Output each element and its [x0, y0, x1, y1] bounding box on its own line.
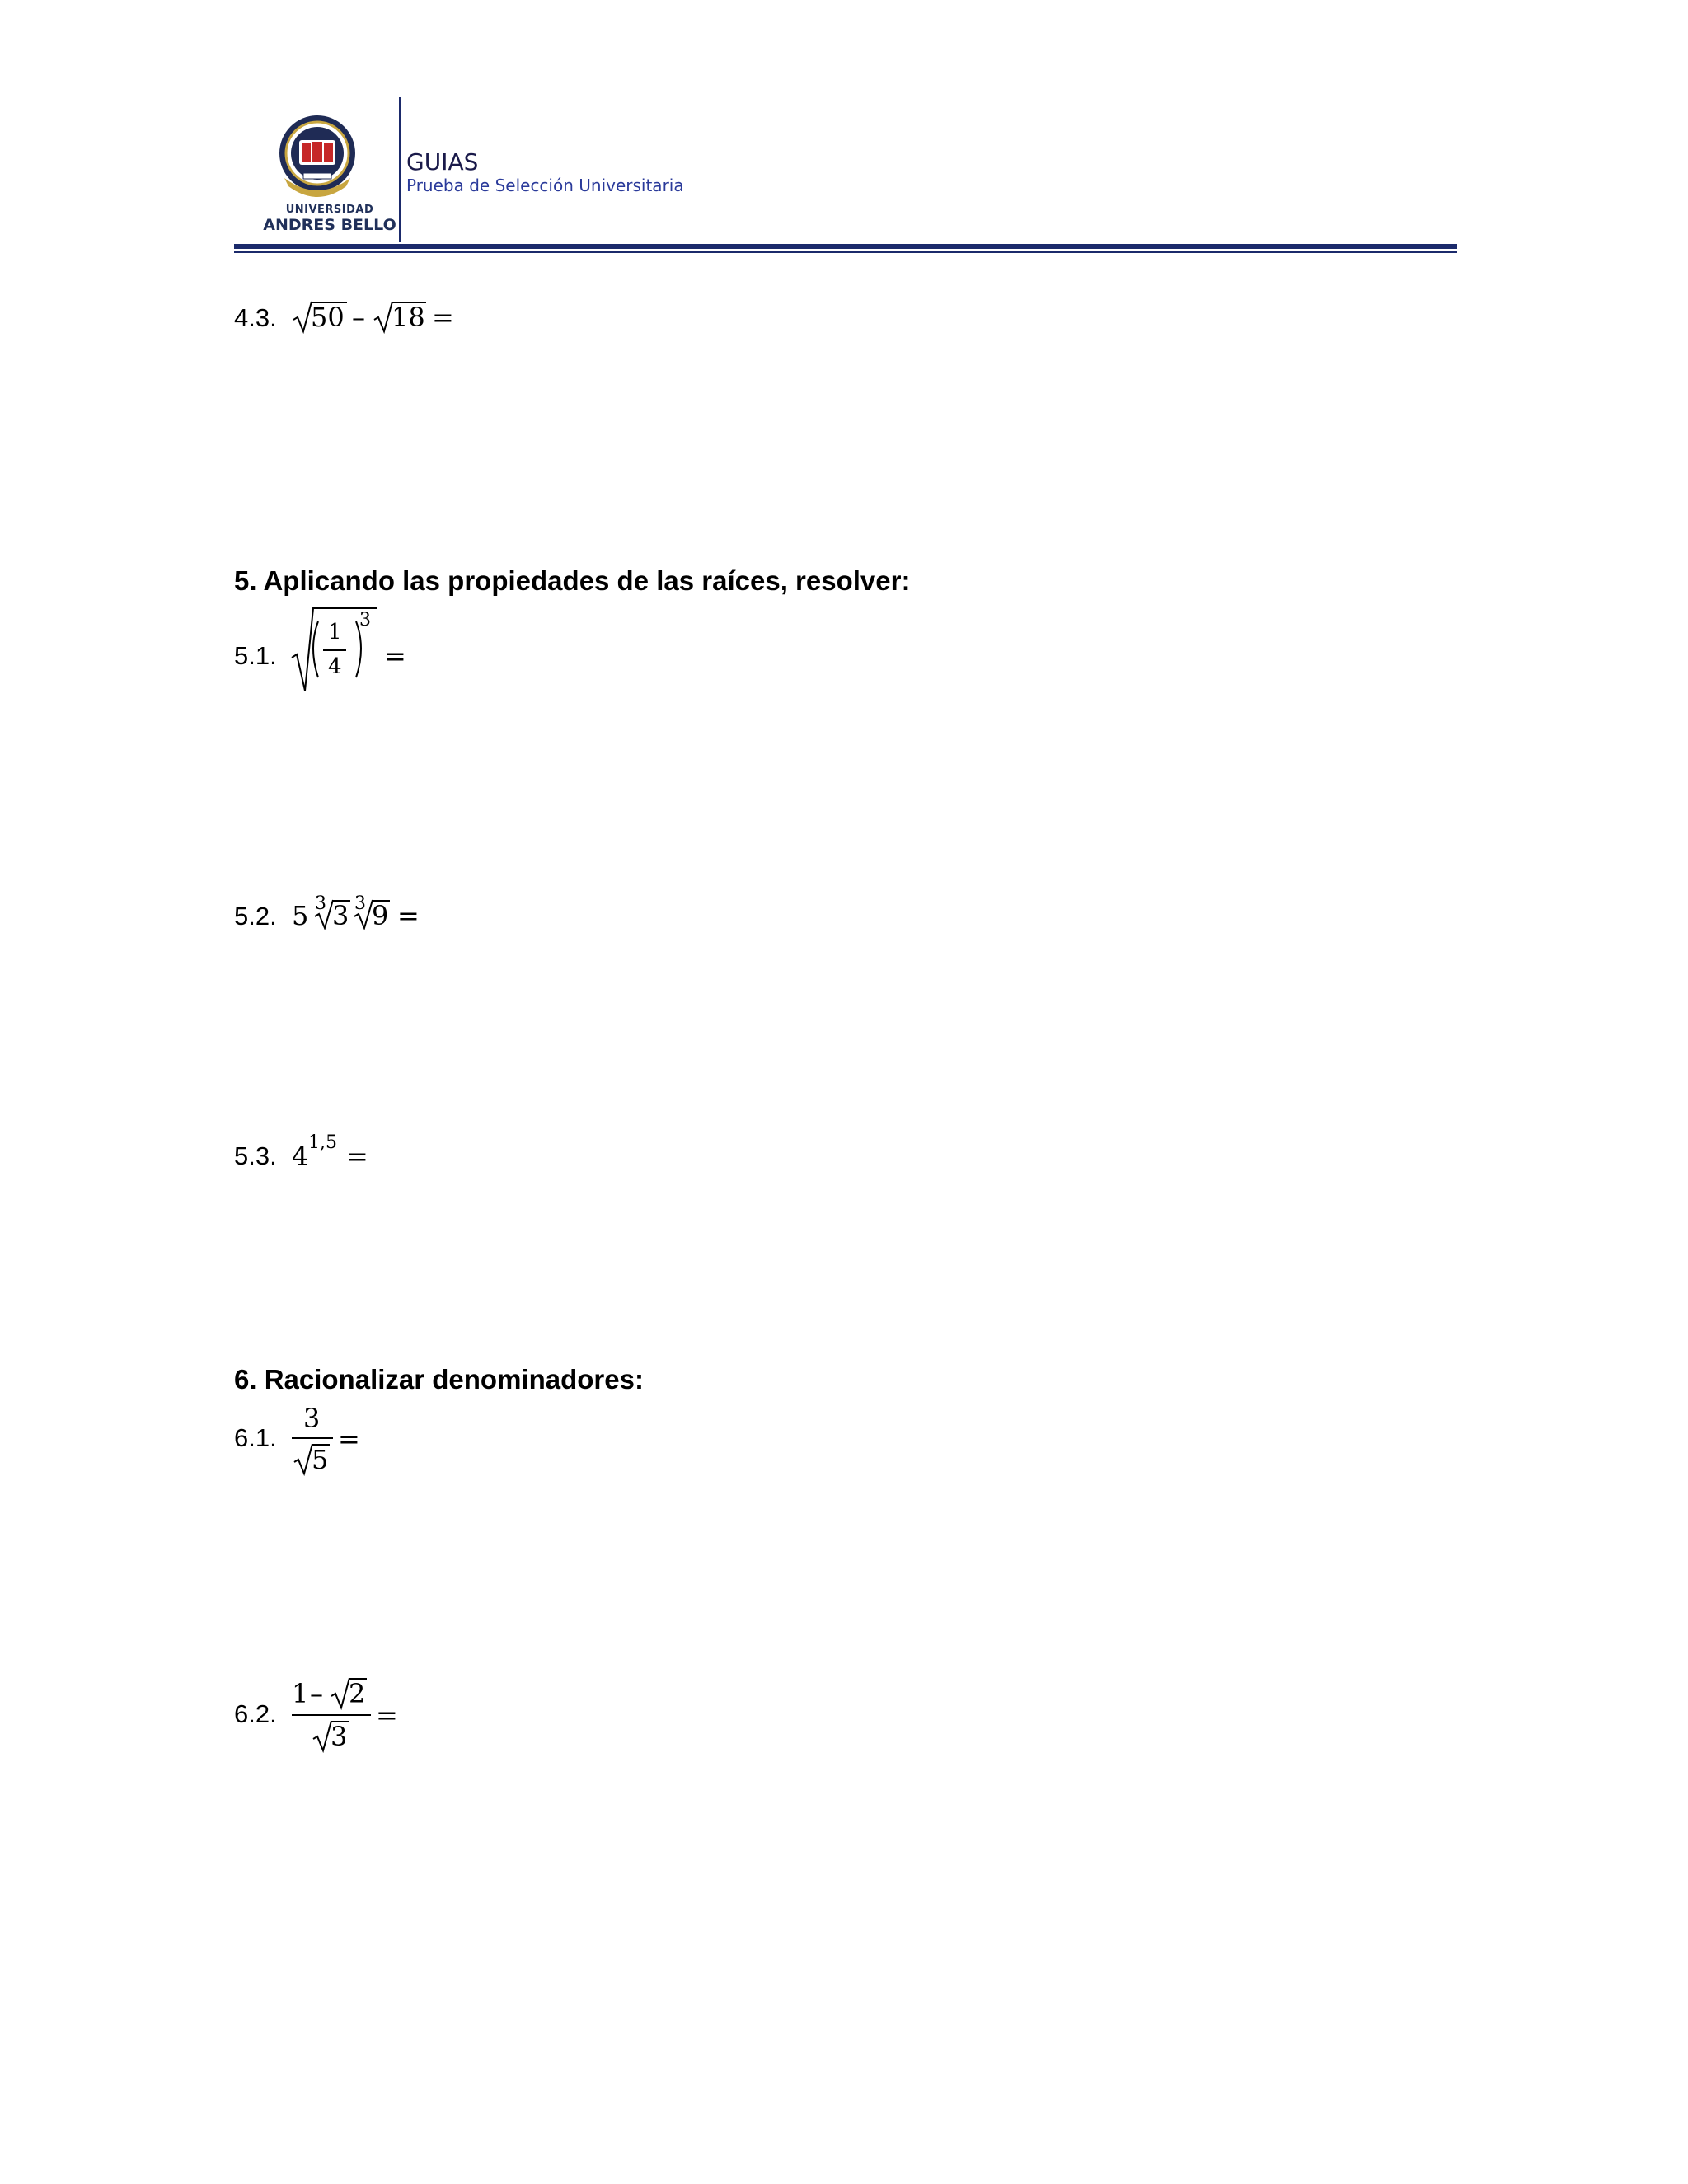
problem-label: 4.3. — [234, 303, 277, 332]
header-rule-thick — [234, 244, 1457, 249]
radicand: 9 — [372, 900, 389, 931]
minus-sign: – — [310, 1678, 323, 1709]
root-index: 3 — [315, 893, 326, 914]
radicand: 3 — [332, 900, 349, 931]
exponent: 3 — [359, 610, 371, 630]
fraction-denominator: 4 — [328, 654, 342, 679]
problem-label: 5.1. — [234, 641, 277, 670]
fraction-bar — [292, 1714, 371, 1716]
base: 4 — [292, 1141, 309, 1172]
fraction-numerator: 3 — [303, 1403, 321, 1434]
header-subtitle: Prueba de Selección Universitaria — [406, 176, 684, 195]
section-5-heading: 5. Aplicando las propiedades de las raíces, resolver: — [234, 565, 911, 596]
problem-label: 5.2. — [234, 902, 277, 930]
problem-label: 6.1. — [234, 1423, 277, 1452]
section-6-heading: 6. Racionalizar denominadores: — [234, 1364, 644, 1394]
logo-text-andres-bello: ANDRES BELLO — [263, 216, 396, 234]
equals-sign: = — [338, 1423, 360, 1455]
header-divider-vertical — [399, 97, 401, 242]
radicand: 2 — [349, 1678, 366, 1709]
exponent: 1,5 — [308, 1132, 337, 1153]
equals-sign: = — [384, 640, 406, 672]
equals-sign: = — [376, 1699, 398, 1731]
fraction-numerator: 1 — [328, 620, 342, 644]
problem-label: 5.3. — [234, 1141, 277, 1170]
problem-label: 6.2. — [234, 1699, 277, 1728]
radicand: 50 — [311, 302, 345, 333]
header-title: GUIAS — [406, 148, 479, 176]
coefficient: 5 — [292, 900, 309, 931]
equals-sign: = — [397, 900, 420, 931]
minus-sign: – — [352, 302, 365, 333]
root-index: 3 — [354, 893, 366, 914]
radicand: 18 — [392, 302, 425, 333]
radicand: 3 — [331, 1721, 348, 1752]
logo-text-universidad: UNIVERSIDAD — [285, 204, 374, 216]
fraction-bar — [292, 1437, 333, 1439]
equals-sign: = — [432, 302, 454, 333]
radicand: 5 — [312, 1444, 329, 1475]
equals-sign: = — [346, 1141, 368, 1172]
numerator-one: 1 — [292, 1678, 309, 1709]
header-rule-thin — [234, 251, 1457, 253]
fraction-bar — [323, 649, 346, 651]
